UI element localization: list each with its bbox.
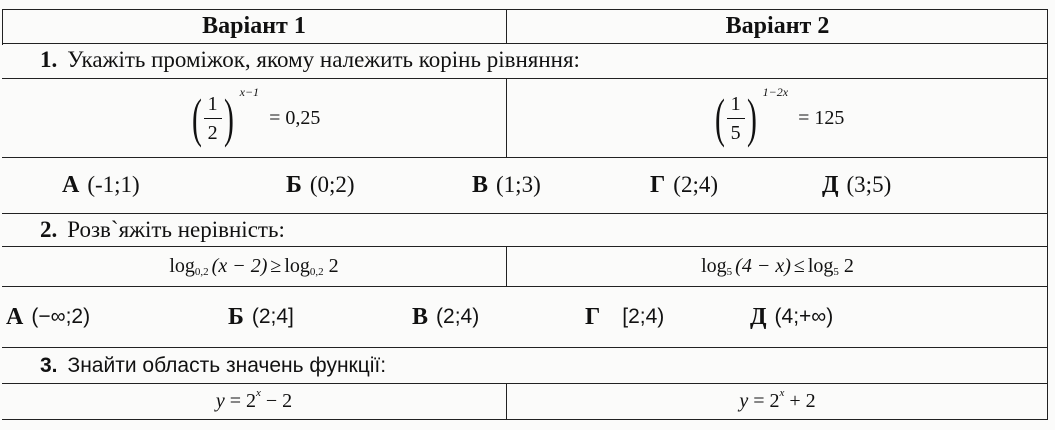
- rule-bottom: [2, 419, 1048, 420]
- function-variant-1: y = 2 x − 2: [215, 386, 293, 412]
- task-2-option-c: В (2;4): [412, 303, 480, 330]
- task-2-option-e: Д (4;+∞): [750, 303, 834, 330]
- fraction-power: ( $\frac{1}{5}$ ) 1−2x: [714, 84, 789, 148]
- rule-v: [1047, 9, 1048, 419]
- rule: [2, 383, 1048, 384]
- function-variant-2: y = 2 x + 2: [739, 386, 816, 412]
- column-divider: [506, 383, 507, 419]
- task-text: Розв`яжіть нерівність:: [67, 217, 285, 242]
- task-number: 3.: [40, 354, 58, 377]
- task-1-option-a: А (-1;1): [62, 171, 140, 198]
- equation-rhs: = 0,25: [269, 106, 321, 129]
- variant-2-header: Варіант 2: [725, 12, 830, 39]
- task-1-title: [40, 44, 580, 76]
- task-text: Знайти область значень функції:: [67, 354, 387, 377]
- exponent: 1−2x: [762, 84, 789, 99]
- task-2-option-b: Б (2;4]: [228, 303, 294, 330]
- task-number: 2.: [40, 217, 58, 242]
- rule: [2, 157, 1048, 158]
- rule: [2, 347, 1048, 348]
- task-number: 1.: [40, 47, 58, 72]
- task-3-title: [40, 350, 386, 382]
- task-2-title: [40, 214, 285, 246]
- column-divider: [506, 246, 507, 287]
- task-1-option-e: Д (3;5): [822, 171, 892, 198]
- task-2-option-a: А (−∞;2): [6, 303, 91, 330]
- equation-variant-1: [2, 80, 506, 156]
- rule: [2, 286, 1048, 287]
- task-1-option-b: Б (0;2): [286, 171, 355, 198]
- task-1-option-d: Г (2;4): [650, 171, 718, 198]
- inequality-variant-2: log 5 (4 − x) ≤ log 5 2: [701, 254, 854, 278]
- column-divider: [506, 9, 507, 44]
- rule: [2, 78, 1048, 79]
- equation-variant-2: [508, 80, 1047, 156]
- inequality-variant-1: log 0,2 (x − 2) ≥ log 0,2 2: [169, 254, 339, 278]
- column-divider: [506, 78, 507, 158]
- task-text: Укажіть проміжок, якому належить корінь рівняння:: [67, 47, 580, 72]
- fraction-power: ( $\frac{1}{2}$ ) x−1: [191, 84, 260, 148]
- equation-rhs: = 125: [798, 106, 845, 129]
- variant-1-header: Варіант 1: [202, 12, 306, 39]
- task-1-option-c: В (1;3): [472, 171, 541, 198]
- exponent: x−1: [239, 84, 260, 99]
- task-2-option-d: Г [2;4): [585, 303, 665, 330]
